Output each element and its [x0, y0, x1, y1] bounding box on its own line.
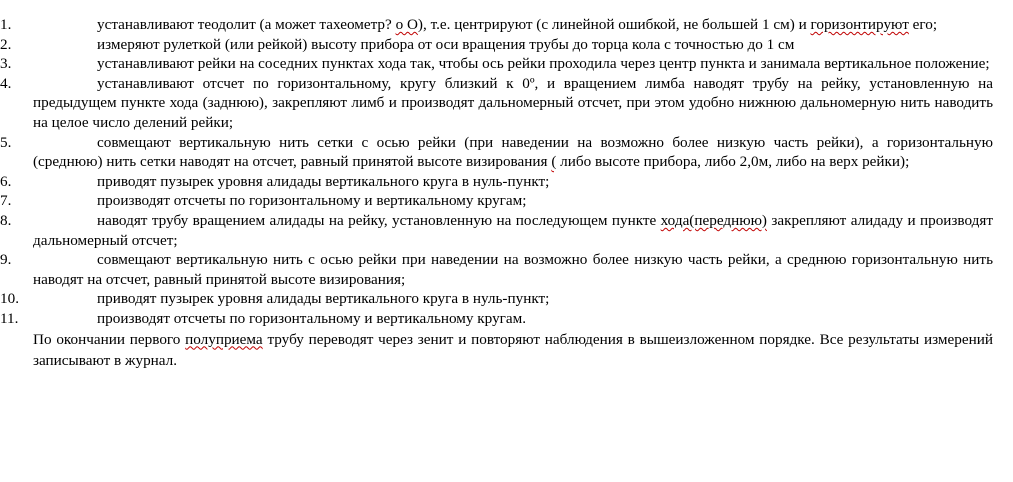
list-item: [0, 133, 993, 172]
list-item: [0, 15, 993, 35]
list-item-number: 2.: [0, 35, 12, 53]
text-run: По окончании первого: [33, 330, 186, 348]
text-run: трубу переводят через зенит и повторяют наблюдения в вышеизложенном порядке. Все результаты измерений записывают в журнал.: [33, 330, 993, 369]
text-run: устанавливают рейки на соседних пунктах хода так, чтобы ось рейки проходила через центр пункта и занимала вертикальное положение;: [97, 55, 990, 73]
misspelled-word: горизонтируют: [810, 16, 909, 33]
list-item-number: 11.: [0, 309, 19, 327]
list-item-number: 5.: [0, 133, 12, 151]
misspelled-word: (: [551, 153, 557, 171]
list-item-text: [33, 55, 990, 72]
text-run: закрепляют алидаду и производят дальномерный отсчет;: [33, 211, 993, 249]
misspelled-word: полуприема: [185, 330, 263, 348]
text-run: наводят трубу вращением алидады на рейку, установленную на последующем пункте: [97, 211, 661, 229]
list-item-text: [33, 36, 794, 53]
list-item-number: 3.: [0, 55, 12, 73]
list-item: [0, 172, 993, 192]
list-item-text: [33, 173, 549, 190]
text-run: ), т.е. центрируют (с линейной ошибкой, не большей 1 см) и: [417, 16, 811, 33]
text-run: либо высоте прибора, либо 2,0м, либо на верх рейки);: [556, 153, 910, 171]
list-item-text: [33, 16, 937, 33]
list-item-text: [33, 290, 549, 307]
text-run: его;: [908, 16, 938, 33]
text-run: измеряют рулеткой (или рейкой) высоту прибора от оси вращения трубы до торца кола с точностью до 1 см: [97, 35, 795, 53]
list-item-number: 6.: [0, 172, 12, 190]
list-item-number: 10.: [0, 290, 19, 308]
text-run: совмещают вертикальную нить с осью рейки при наведении на возможно более низкую часть рейки, а среднюю горизонтальную нить наводят на отсчет, равный принятой высоте визирования;: [33, 251, 993, 288]
list-item: [0, 289, 993, 309]
list-item-number: 4.: [0, 74, 12, 92]
text-run: устанавливают отсчет по горизонтальному, кругу близкий к 0º, и вращением лимба наводят трубу на рейку, установленную на предыдущем пункте хода (заднюю), закрепляют лимб и производят дальномерный отсчет, при этом удобно нижнюю дальномерную нить наводить на целое число делений рейки;: [33, 74, 993, 131]
list-item-number: 1.: [0, 16, 12, 33]
text-run: производят отсчеты по горизонтальному и вертикальному кругам;: [97, 192, 527, 210]
list-item-text: [33, 310, 526, 327]
list-item: [0, 250, 993, 289]
closing-paragraph: [0, 329, 993, 371]
text-run: совмещают вертикальную нить сетки с осью рейки (при наведении на возможно более низкую часть рейки), а горизонтальную (среднюю) нить сетки наводят на отсчет, равный принятой высоте визирования: [33, 133, 993, 171]
list-item-number: 7.: [0, 192, 12, 210]
list-item-text: [33, 192, 526, 209]
list-item: [0, 191, 993, 211]
list-item-text: [33, 75, 993, 131]
text-run: приводят пузырек уровня алидады вертикального круга в нуль-пункт;: [97, 290, 550, 308]
list-item-text: [33, 134, 993, 171]
misspelled-word: хода(переднюю): [660, 211, 767, 229]
text-run: приводят пузырек уровня алидады вертикального круга в нуль-пункт;: [97, 172, 550, 190]
list-item-text: [33, 212, 993, 249]
text-run: производят отсчеты по горизонтальному и вертикальному кругам.: [97, 309, 527, 327]
list-item: [0, 309, 993, 329]
list-item: [0, 35, 993, 55]
list-item-number: 8.: [0, 211, 12, 229]
list-item-number: 9.: [0, 251, 12, 269]
list-item: [0, 211, 993, 250]
list-item: [0, 54, 993, 74]
numbered-list: [0, 15, 993, 329]
list-item-text: [33, 251, 993, 288]
misspelled-word: о О: [395, 16, 418, 33]
list-item: [0, 74, 993, 133]
text-run: устанавливают теодолит (а может тахеометр?: [97, 16, 396, 33]
